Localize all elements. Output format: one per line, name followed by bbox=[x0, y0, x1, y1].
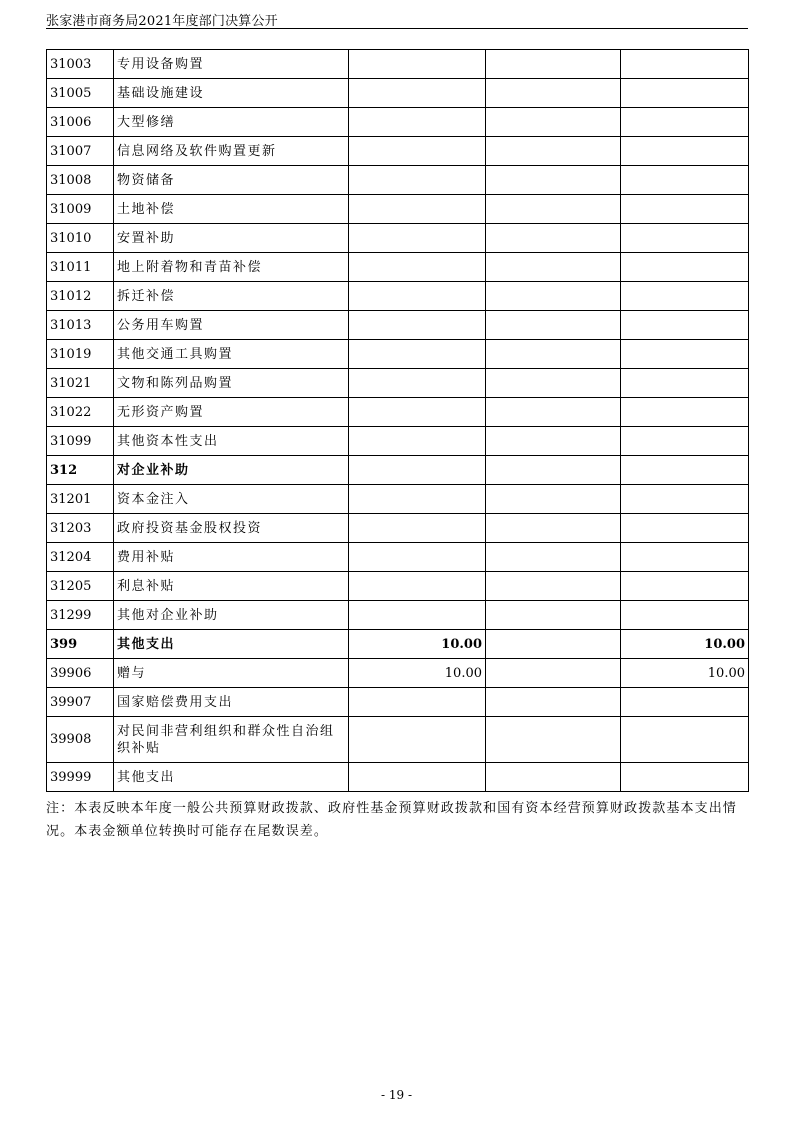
cell-amount-1 bbox=[349, 543, 486, 572]
cell-amount-3 bbox=[621, 282, 749, 311]
table-row bbox=[47, 369, 749, 398]
cell-name: 拆迁补偿 bbox=[114, 282, 349, 311]
cell-code: 31008 bbox=[47, 166, 114, 195]
cell-amount-3 bbox=[621, 456, 749, 485]
cell-amount-3: 10.00 bbox=[621, 659, 749, 688]
cell-amount-2 bbox=[486, 224, 621, 253]
cell-amount-3: 10.00 bbox=[621, 630, 749, 659]
table-row bbox=[47, 688, 749, 717]
cell-code: 31203 bbox=[47, 514, 114, 543]
expenditure-table bbox=[46, 49, 749, 792]
cell-name: 土地补偿 bbox=[114, 195, 349, 224]
cell-name: 安置补助 bbox=[114, 224, 349, 253]
table-row bbox=[47, 282, 749, 311]
table-row bbox=[47, 137, 749, 166]
cell-code: 31204 bbox=[47, 543, 114, 572]
cell-amount-1 bbox=[349, 79, 486, 108]
cell-amount-2 bbox=[486, 340, 621, 369]
cell-amount-1 bbox=[349, 485, 486, 514]
cell-name: 费用补贴 bbox=[114, 543, 349, 572]
document-header: 张家港市商务局2021年度部门决算公开 bbox=[46, 14, 278, 29]
cell-amount-1 bbox=[349, 282, 486, 311]
table-row bbox=[47, 253, 749, 282]
cell-amount-3 bbox=[621, 717, 749, 763]
cell-amount-3 bbox=[621, 311, 749, 340]
table-row bbox=[47, 485, 749, 514]
cell-amount-1: 10.00 bbox=[349, 659, 486, 688]
table-row bbox=[47, 427, 749, 456]
cell-name: 对企业补助 bbox=[114, 456, 349, 485]
cell-code: 31021 bbox=[47, 369, 114, 398]
cell-code: 39907 bbox=[47, 688, 114, 717]
cell-amount-3 bbox=[621, 253, 749, 282]
cell-amount-1 bbox=[349, 253, 486, 282]
cell-amount-2 bbox=[486, 601, 621, 630]
table-row bbox=[47, 659, 749, 688]
cell-code: 31003 bbox=[47, 50, 114, 79]
cell-code: 31022 bbox=[47, 398, 114, 427]
cell-amount-3 bbox=[621, 79, 749, 108]
cell-code: 31009 bbox=[47, 195, 114, 224]
cell-amount-3 bbox=[621, 166, 749, 195]
table-row bbox=[47, 50, 749, 79]
cell-amount-2 bbox=[486, 763, 621, 792]
cell-code: 31011 bbox=[47, 253, 114, 282]
cell-amount-3 bbox=[621, 224, 749, 253]
table-row bbox=[47, 311, 749, 340]
cell-name: 无形资产购置 bbox=[114, 398, 349, 427]
cell-amount-3 bbox=[621, 340, 749, 369]
cell-amount-1 bbox=[349, 688, 486, 717]
cell-amount-2 bbox=[486, 514, 621, 543]
cell-code: 312 bbox=[47, 456, 114, 485]
table-row bbox=[47, 224, 749, 253]
cell-amount-1 bbox=[349, 572, 486, 601]
cell-code: 31201 bbox=[47, 485, 114, 514]
table-row bbox=[47, 572, 749, 601]
table-row bbox=[47, 166, 749, 195]
cell-amount-1 bbox=[349, 311, 486, 340]
cell-code: 31013 bbox=[47, 311, 114, 340]
cell-amount-2 bbox=[486, 108, 621, 137]
cell-amount-1 bbox=[349, 601, 486, 630]
cell-name: 文物和陈列品购置 bbox=[114, 369, 349, 398]
table-body bbox=[47, 50, 749, 792]
cell-amount-1 bbox=[349, 717, 486, 763]
cell-code: 31006 bbox=[47, 108, 114, 137]
cell-amount-2 bbox=[486, 282, 621, 311]
table-row bbox=[47, 543, 749, 572]
table-row bbox=[47, 717, 749, 763]
cell-amount-2 bbox=[486, 485, 621, 514]
cell-amount-1 bbox=[349, 137, 486, 166]
cell-amount-1 bbox=[349, 456, 486, 485]
cell-amount-3 bbox=[621, 369, 749, 398]
table-row bbox=[47, 601, 749, 630]
cell-name: 其他资本性支出 bbox=[114, 427, 349, 456]
cell-code: 31019 bbox=[47, 340, 114, 369]
cell-name: 信息网络及软件购置更新 bbox=[114, 137, 349, 166]
cell-code: 39908 bbox=[47, 717, 114, 763]
cell-amount-1 bbox=[349, 50, 486, 79]
table-row bbox=[47, 763, 749, 792]
cell-amount-1 bbox=[349, 398, 486, 427]
cell-amount-3 bbox=[621, 688, 749, 717]
cell-amount-3 bbox=[621, 137, 749, 166]
cell-name: 利息补贴 bbox=[114, 572, 349, 601]
cell-name: 其他支出 bbox=[114, 763, 349, 792]
cell-name: 地上附着物和青苗补偿 bbox=[114, 253, 349, 282]
cell-code: 39906 bbox=[47, 659, 114, 688]
cell-amount-3 bbox=[621, 514, 749, 543]
cell-code: 31007 bbox=[47, 137, 114, 166]
cell-amount-2 bbox=[486, 543, 621, 572]
cell-name: 物资储备 bbox=[114, 166, 349, 195]
cell-amount-1 bbox=[349, 514, 486, 543]
cell-code: 31010 bbox=[47, 224, 114, 253]
cell-amount-3 bbox=[621, 572, 749, 601]
cell-amount-1 bbox=[349, 369, 486, 398]
cell-amount-2 bbox=[486, 50, 621, 79]
cell-amount-1 bbox=[349, 108, 486, 137]
cell-amount-2 bbox=[486, 253, 621, 282]
cell-amount-3 bbox=[621, 50, 749, 79]
cell-amount-1: 10.00 bbox=[349, 630, 486, 659]
cell-name: 专用设备购置 bbox=[114, 50, 349, 79]
table-row bbox=[47, 79, 749, 108]
cell-amount-1 bbox=[349, 166, 486, 195]
cell-name: 资本金注入 bbox=[114, 485, 349, 514]
cell-code: 39999 bbox=[47, 763, 114, 792]
cell-amount-2 bbox=[486, 688, 621, 717]
cell-amount-3 bbox=[621, 543, 749, 572]
cell-name: 对民间非营利组织和群众性自治组织补贴 bbox=[114, 717, 349, 763]
cell-amount-2 bbox=[486, 717, 621, 763]
cell-name: 其他支出 bbox=[114, 630, 349, 659]
cell-amount-3 bbox=[621, 398, 749, 427]
cell-amount-2 bbox=[486, 659, 621, 688]
cell-amount-3 bbox=[621, 427, 749, 456]
cell-amount-1 bbox=[349, 763, 486, 792]
cell-amount-2 bbox=[486, 166, 621, 195]
table-row bbox=[47, 398, 749, 427]
cell-amount-1 bbox=[349, 195, 486, 224]
cell-amount-2 bbox=[486, 630, 621, 659]
table-row bbox=[47, 340, 749, 369]
cell-amount-2 bbox=[486, 398, 621, 427]
cell-amount-1 bbox=[349, 340, 486, 369]
table-row bbox=[47, 195, 749, 224]
table-note: 注：本表反映本年度一般公共预算财政拨款、政府性基金预算财政拨款和国有资本经营预算财政拨款基本支出情况。本表金额单位转换时可能存在尾数误差。 bbox=[46, 801, 737, 839]
cell-amount-3 bbox=[621, 195, 749, 224]
cell-code: 31005 bbox=[47, 79, 114, 108]
cell-name: 赠与 bbox=[114, 659, 349, 688]
cell-amount-1 bbox=[349, 224, 486, 253]
cell-amount-2 bbox=[486, 572, 621, 601]
cell-code: 399 bbox=[47, 630, 114, 659]
cell-code: 31299 bbox=[47, 601, 114, 630]
cell-amount-3 bbox=[621, 485, 749, 514]
table-row bbox=[47, 514, 749, 543]
cell-amount-2 bbox=[486, 427, 621, 456]
cell-amount-2 bbox=[486, 456, 621, 485]
cell-amount-1 bbox=[349, 427, 486, 456]
cell-name: 其他对企业补助 bbox=[114, 601, 349, 630]
cell-amount-2 bbox=[486, 79, 621, 108]
cell-name: 大型修缮 bbox=[114, 108, 349, 137]
cell-name: 公务用车购置 bbox=[114, 311, 349, 340]
table-row bbox=[47, 456, 749, 485]
page-number: - 19 - bbox=[380, 1088, 412, 1102]
cell-amount-3 bbox=[621, 601, 749, 630]
cell-amount-3 bbox=[621, 108, 749, 137]
cell-amount-2 bbox=[486, 311, 621, 340]
cell-amount-3 bbox=[621, 763, 749, 792]
cell-name: 国家赔偿费用支出 bbox=[114, 688, 349, 717]
cell-name: 政府投资基金股权投资 bbox=[114, 514, 349, 543]
cell-amount-2 bbox=[486, 195, 621, 224]
cell-code: 31099 bbox=[47, 427, 114, 456]
table-row bbox=[47, 630, 749, 659]
cell-name: 基础设施建设 bbox=[114, 79, 349, 108]
header-rule bbox=[46, 28, 748, 29]
table-row bbox=[47, 108, 749, 137]
cell-code: 31205 bbox=[47, 572, 114, 601]
cell-name: 其他交通工具购置 bbox=[114, 340, 349, 369]
cell-code: 31012 bbox=[47, 282, 114, 311]
cell-amount-2 bbox=[486, 137, 621, 166]
cell-amount-2 bbox=[486, 369, 621, 398]
